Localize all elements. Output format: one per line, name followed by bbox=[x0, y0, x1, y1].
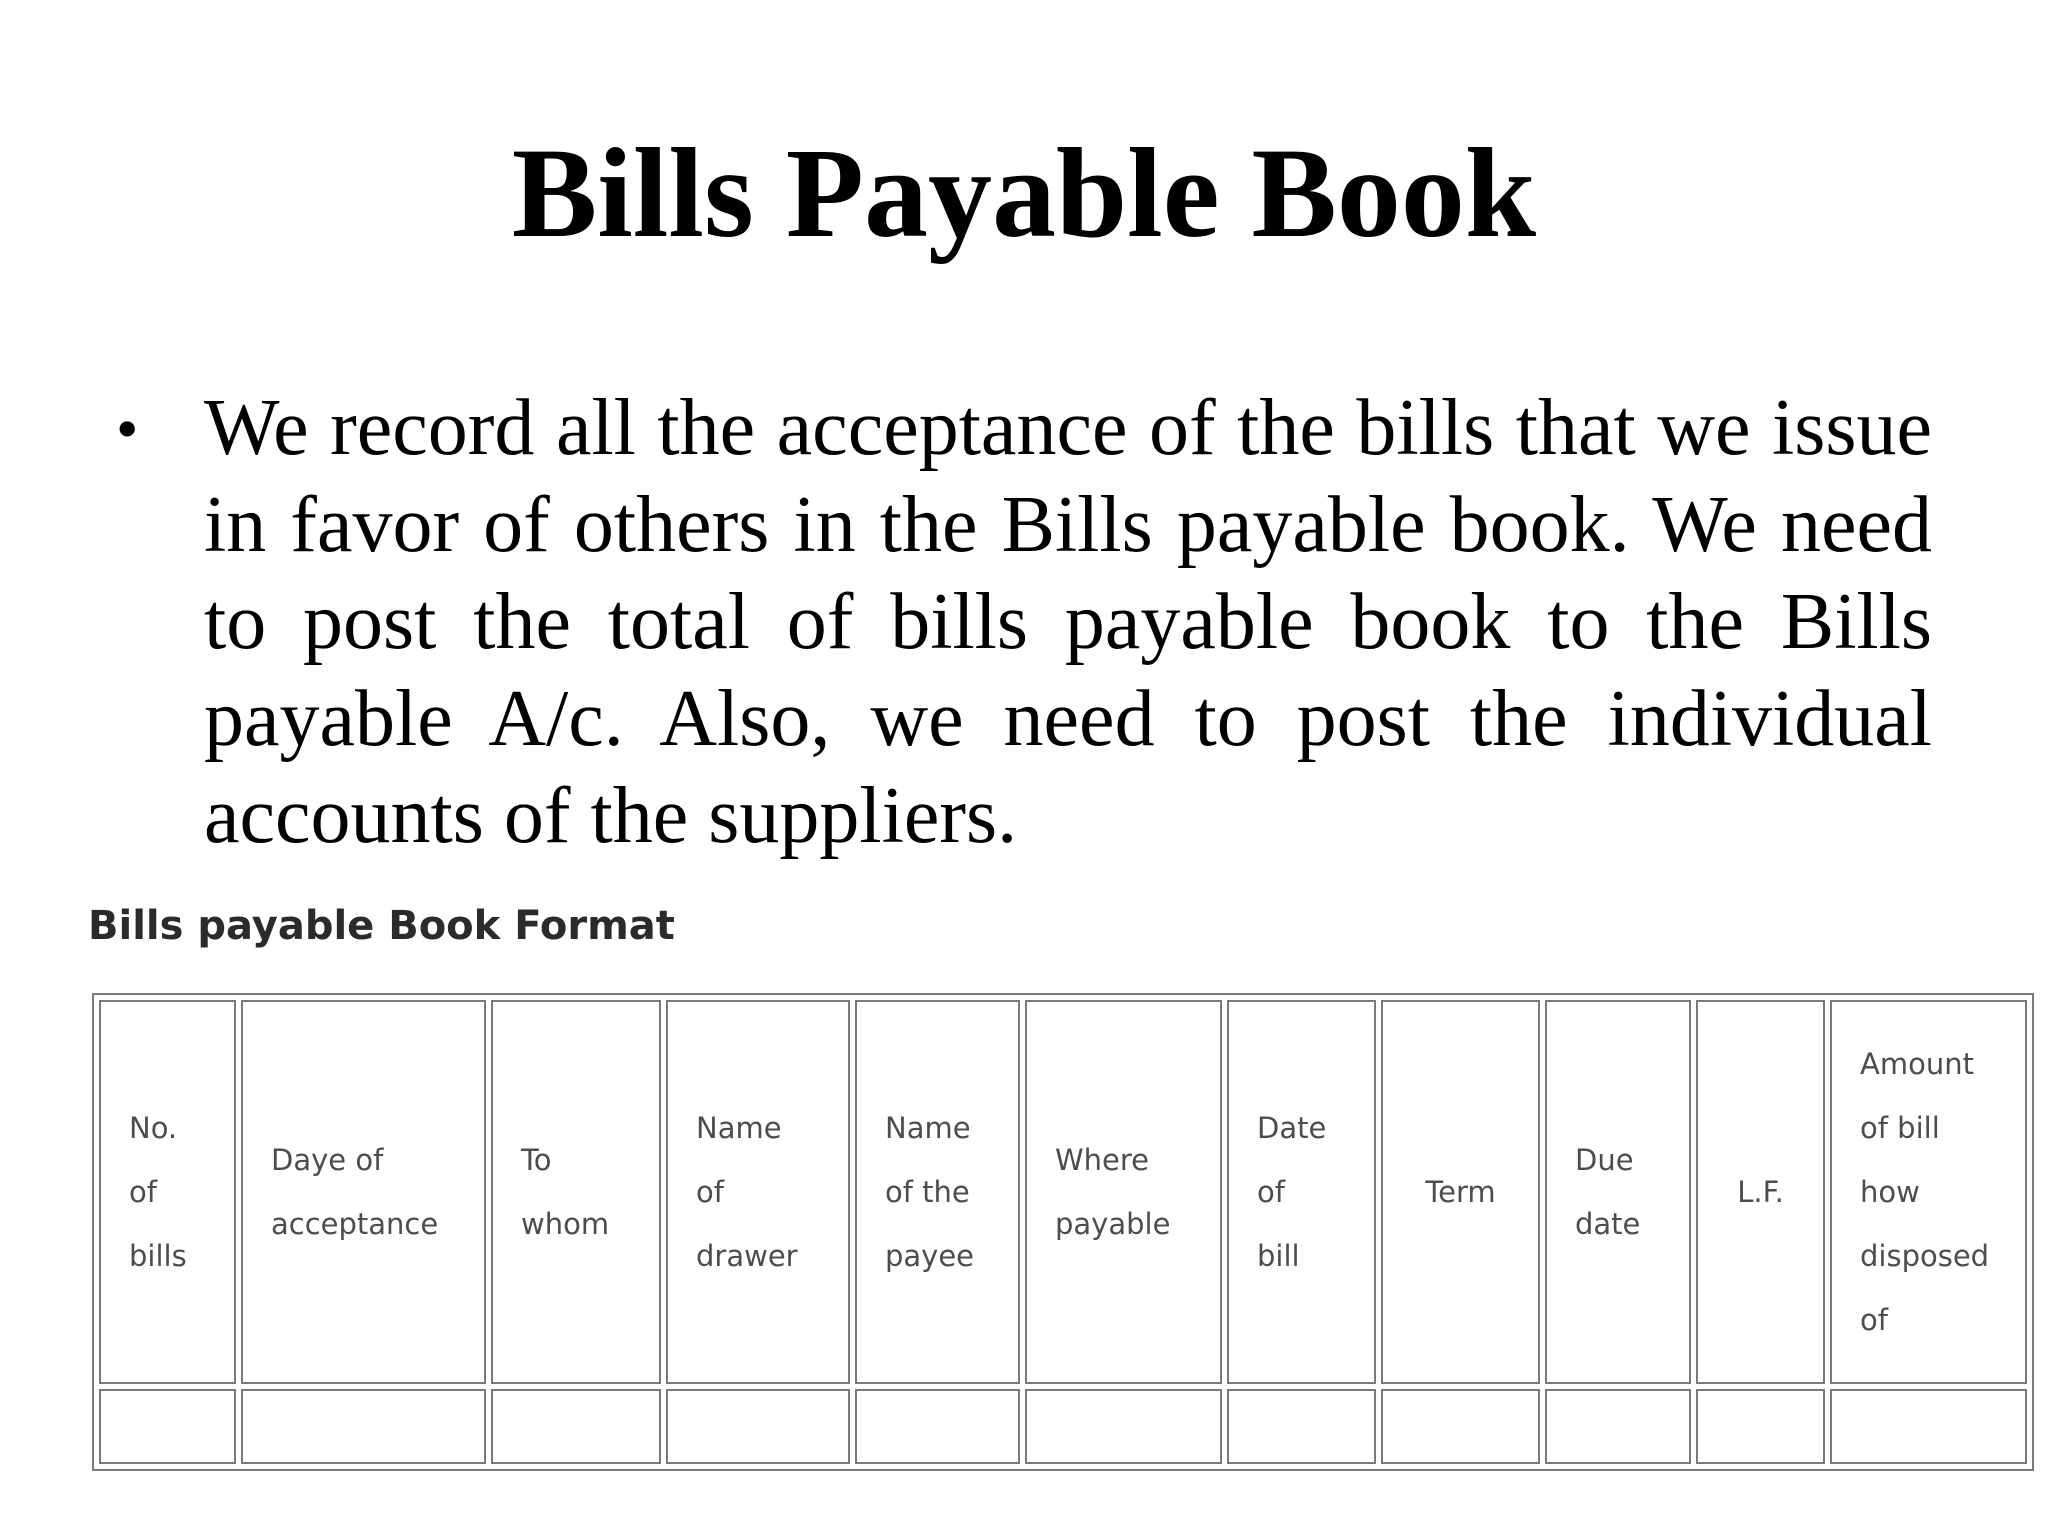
table-row bbox=[99, 1389, 2027, 1464]
table-cell bbox=[666, 1389, 850, 1464]
bullet-dot-icon: • bbox=[116, 393, 139, 464]
bullet-text: We record all the acceptance of the bills that we issue in favor of others in the Bills payable book. We need to post the total of bills payable book to the Bills payable A/c. Also, we need to post the individual accounts of the suppliers. bbox=[204, 384, 1932, 860]
table-cell bbox=[1381, 1389, 1540, 1464]
column-header-name-of-drawer: Name of drawer bbox=[666, 1000, 850, 1384]
column-header-date-of-bill: Date of bill bbox=[1227, 1000, 1376, 1384]
table-cell bbox=[855, 1389, 1020, 1464]
table-cell bbox=[1227, 1389, 1376, 1464]
column-header-no-of-bills: No. of bills bbox=[99, 1000, 236, 1384]
table-caption: Bills payable Book Format bbox=[88, 903, 675, 949]
column-header-date-of-acceptance: Daye of acceptance bbox=[241, 1000, 486, 1384]
table-cell bbox=[241, 1389, 486, 1464]
column-header-name-of-payee: Name of the payee bbox=[855, 1000, 1020, 1384]
table-cell bbox=[1696, 1389, 1825, 1464]
column-header-term: Term bbox=[1381, 1000, 1540, 1384]
slide-title: Bills Payable Book bbox=[511, 122, 1537, 264]
column-header-amount-disposed: Amount of bill how disposed of bbox=[1830, 1000, 2027, 1384]
column-header-lf: L.F. bbox=[1696, 1000, 1825, 1384]
table-cell bbox=[1830, 1389, 2027, 1464]
table-cell bbox=[99, 1389, 236, 1464]
table-cell bbox=[1025, 1389, 1222, 1464]
table-cell bbox=[491, 1389, 661, 1464]
column-header-to-whom: To whom bbox=[491, 1000, 661, 1384]
column-header-due-date: Due date bbox=[1545, 1000, 1691, 1384]
bills-payable-format-table bbox=[92, 993, 2034, 1471]
column-header-where-payable: Where payable bbox=[1025, 1000, 1222, 1384]
table-cell bbox=[1545, 1389, 1691, 1464]
table-header-row bbox=[99, 1000, 2027, 1384]
